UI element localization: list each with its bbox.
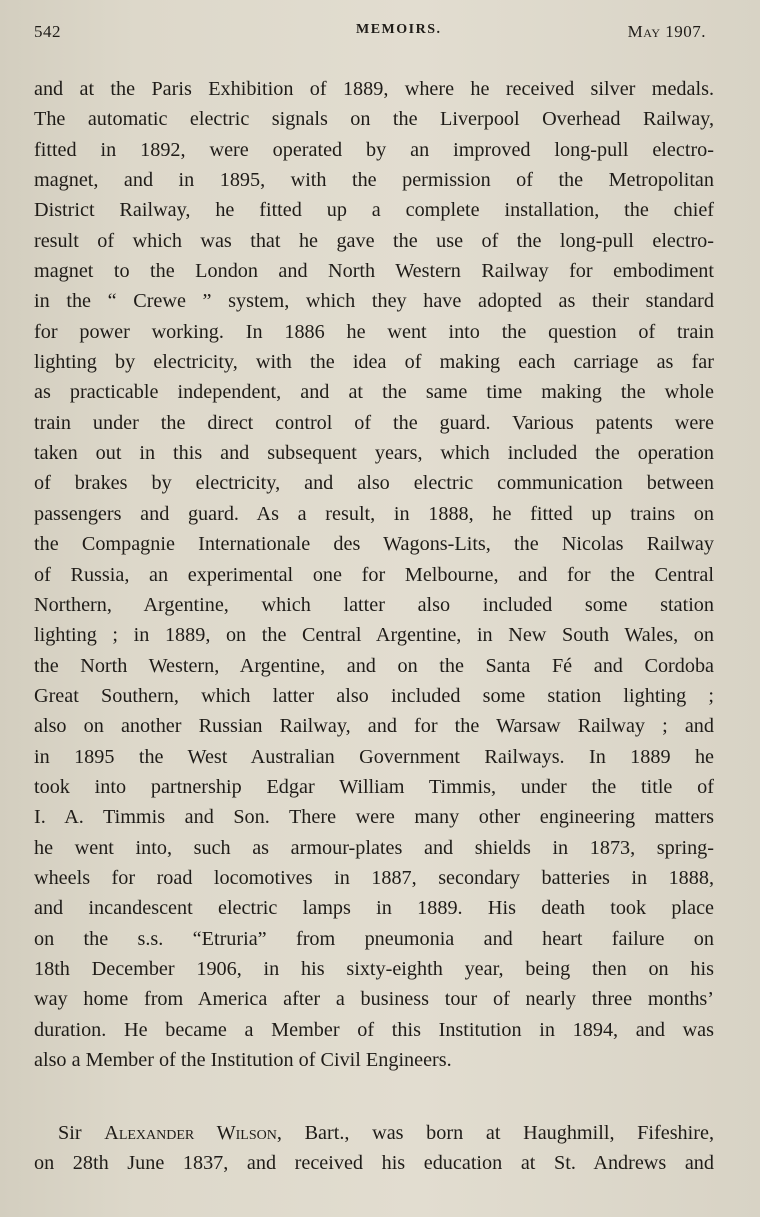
text-line: Northern, Argentine, which latter also included some station bbox=[34, 593, 714, 616]
text-line: as practicable independent, and at the same time making the whole bbox=[34, 381, 714, 404]
text-line: taken out in this and subsequent years, which included the operation bbox=[34, 442, 714, 465]
text-line bbox=[34, 1118, 714, 1148]
text-line: for power working. In 1886 he went into the question of train bbox=[34, 320, 714, 343]
text-line: result of which was that he gave the use of the long-pull electro- bbox=[34, 229, 714, 252]
text-line: of brakes by electricity, and also electric communication between bbox=[34, 472, 714, 495]
page-header bbox=[34, 22, 706, 48]
text-line: duration. He became a Member of this Institution in 1894, and was bbox=[34, 1018, 714, 1041]
text-line: train under the direct control of the guard. Various patents were bbox=[34, 411, 714, 434]
page-number: 542 bbox=[34, 22, 61, 41]
text-line: magnet, and in 1895, with the permission of the Metropolitan bbox=[34, 169, 714, 192]
issue-date: May 1907. bbox=[627, 22, 706, 41]
text-line: fitted in 1892, were operated by an improved long-pull electro- bbox=[34, 138, 714, 161]
text-line: The automatic electric signals on the Liverpool Overhead Railway, bbox=[34, 108, 714, 131]
text-line: wheels for road locomotives in 1887, secondary batteries in 1888, bbox=[34, 866, 714, 889]
person-name: Alexander Wilson bbox=[104, 1122, 277, 1144]
text-fragment: , Bart., was born at Haughmill, Fifeshire, bbox=[276, 1122, 714, 1144]
text-line: and incandescent electric lamps in 1889. His death took place bbox=[34, 897, 714, 920]
text-line: I. A. Timmis and Son. There were many other engineering matters bbox=[34, 806, 714, 829]
text-line: the North Western, Argentine, and on the Santa Fé and Cordoba bbox=[34, 654, 714, 677]
text-line: way home from America after a business tour of nearly three months’ bbox=[34, 988, 714, 1011]
text-line: passengers and guard. As a result, in 1888, he fitted up trains on bbox=[34, 502, 714, 525]
text-line: the Compagnie Internationale des Wagons-Lits, the Nicolas Railway bbox=[34, 533, 714, 556]
name-prefix: Sir bbox=[58, 1122, 82, 1144]
text-line: also a Member of the Institution of Civil Engineers. bbox=[34, 1049, 452, 1071]
text-line: in 1895 the West Australian Government Railways. In 1889 he bbox=[34, 745, 714, 768]
running-title: MEMOIRS. bbox=[356, 22, 442, 37]
text-line: lighting by electricity, with the idea of making each carriage as far bbox=[34, 351, 714, 374]
text-line: of Russia, an experimental one for Melbourne, and for the Central bbox=[34, 563, 714, 586]
text-line: magnet to the London and North Western Railway for embodiment bbox=[34, 260, 714, 283]
text-line: lighting ; in 1889, on the Central Argentine, in New South Wales, on bbox=[34, 624, 714, 647]
text-line: 18th December 1906, in his sixty-eighth year, being then on his bbox=[34, 957, 714, 980]
text-line: also on another Russian Railway, and for the Warsaw Railway ; and bbox=[34, 715, 714, 738]
text-line: in the “ Crewe ” system, which they have adopted as their standard bbox=[34, 290, 714, 313]
memoir-paragraph-wilson bbox=[34, 1118, 714, 1179]
text-line: he went into, such as armour-plates and shields in 1873, spring- bbox=[34, 836, 714, 859]
text-line: on 28th June 1837, and received his education at St. Andrews and bbox=[34, 1152, 714, 1175]
text-line: took into partnership Edgar William Timmis, under the title of bbox=[34, 775, 714, 798]
text-line: on the s.s. “Etruria” from pneumonia and heart failure on bbox=[34, 927, 714, 950]
text-line: and at the Paris Exhibition of 1889, where he received silver medals. bbox=[34, 78, 714, 100]
text-line: District Railway, he fitted up a complete installation, the chief bbox=[34, 199, 714, 222]
text-line: Great Southern, which latter also included some station lighting ; bbox=[34, 684, 714, 707]
memoir-paragraph-timmis bbox=[34, 74, 714, 1075]
